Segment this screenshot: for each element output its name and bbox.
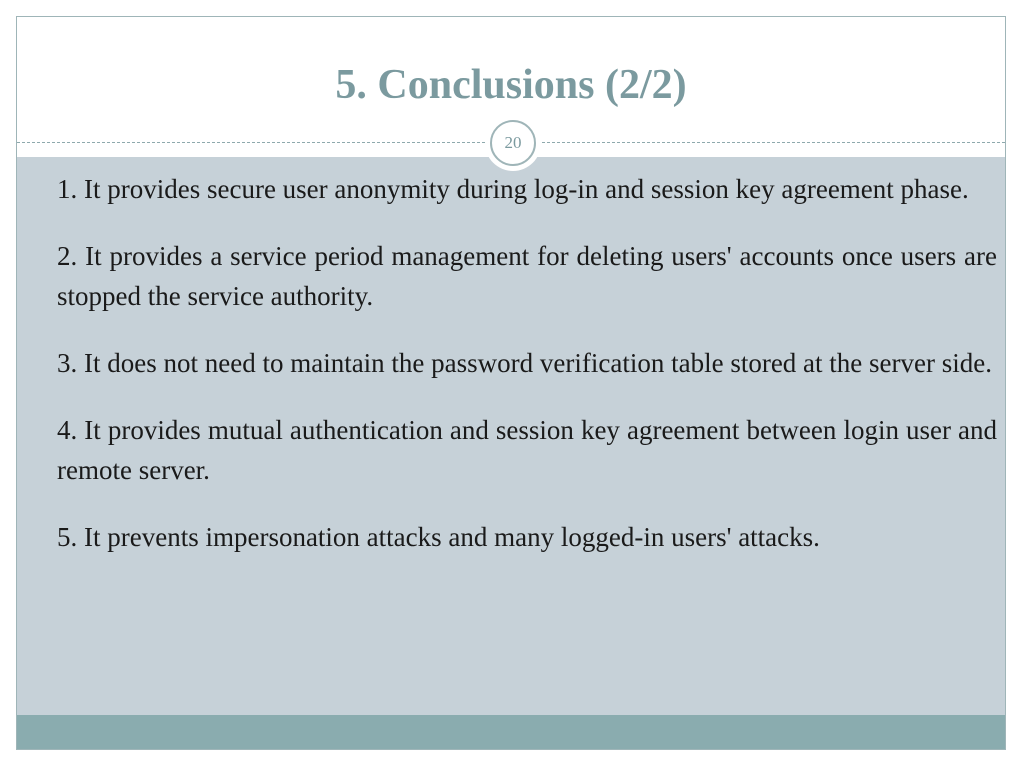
footer-band xyxy=(17,715,1005,750)
conclusion-item-3: 3. It does not need to maintain the password verification table stored at the server side. xyxy=(57,348,992,378)
conclusion-item-2: 2. It provides a service period management for deleting users' accounts once users are stopped the service authority. xyxy=(57,241,997,311)
slide xyxy=(16,16,1006,750)
conclusion-item-5: 5. It prevents impersonation attacks and many logged-in users' attacks. xyxy=(57,522,820,552)
page-number-badge xyxy=(485,115,541,171)
slide-title: 5. Conclusions (2/2) xyxy=(335,62,687,108)
conclusion-item-1: 1. It provides secure user anonymity during log-in and session key agreement phase. xyxy=(57,174,969,204)
conclusion-list xyxy=(57,169,997,584)
page-number: 20 xyxy=(490,120,536,166)
conclusion-item-4: 4. It provides mutual authentication and session key agreement between login user and remote server. xyxy=(57,415,997,485)
